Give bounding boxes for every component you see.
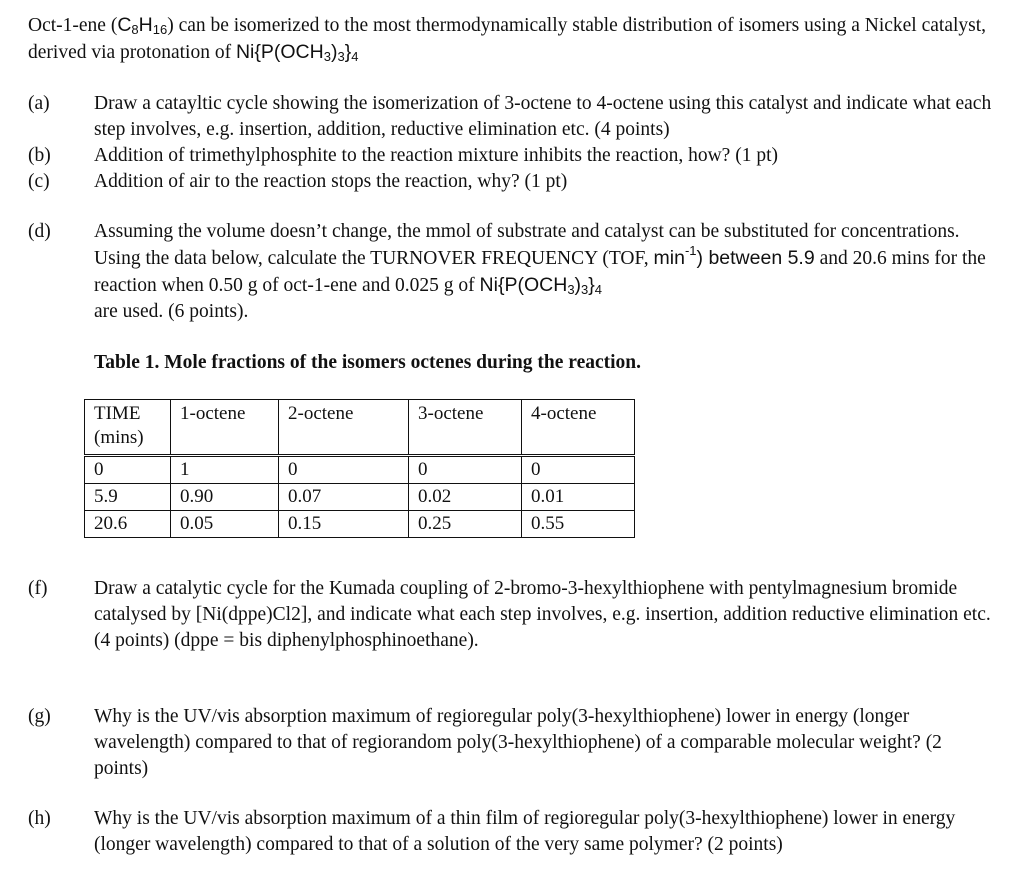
question-f-text: Draw a catalytic cycle for the Kumada coupling of 2-bromo-3-hexylthiophene with pentylmagnesium bromide catalysed by [Ni(dppe)Cl2], and indicate what each step involves, e.g. insertion, addition reductive elimination etc. (4 points) (dppe = bis diphenylphosphinoethane). — [94, 578, 991, 651]
table-cell: 0 — [409, 456, 522, 484]
table-header-row — [85, 400, 635, 456]
intro-text-end: ) can be isomerized to the most thermodynamically stable distribution of isomers using a Nickel catalyst, derived via protonation of — [28, 15, 987, 63]
intro-text-start: Oct-1-ene ( — [28, 15, 118, 36]
table-cell: 0.01 — [522, 484, 635, 511]
tof-unit: $\min^{-1}$) between 5.9 — [653, 243, 815, 269]
table-row — [85, 511, 635, 538]
table-cell: 0.05 — [171, 511, 279, 538]
table-cell: 0.02 — [409, 484, 522, 511]
question-a-label: (a) — [28, 93, 50, 114]
catalyst-formula: $Ni\{P(OCH_3)_3\}_4$ — [235, 41, 359, 64]
header-1-octene: 1-octene — [171, 400, 279, 456]
table-row — [85, 484, 635, 511]
table-row — [85, 456, 635, 484]
question-h-label: (h) — [28, 808, 51, 829]
table-cell: 5.9 — [85, 484, 171, 511]
question-c-label: (c) — [28, 171, 50, 192]
table-cell: 0.90 — [171, 484, 279, 511]
table-cell: 0 — [85, 456, 171, 484]
table-cell: 0.55 — [522, 511, 635, 538]
question-g-label: (g) — [28, 706, 51, 727]
table-title: Table 1. Mole fractions of the isomers octenes during the reaction. — [94, 352, 642, 373]
question-d-text: Assuming the volume doesn’t change, the mmol of substrate and catalyst can be substituted for concentrations. Using the data below, calculate the TURNOVER FREQUENCY (TOF, $\min^{-1}$) between 5.9 and 20.6 mins for the reaction when 0.50 g of oct-1-ene and 0.025 g of $Ni\{P(OCH_3)_3\}_4$ are used. (6 points). — [94, 221, 986, 322]
mole-fraction-table — [84, 399, 635, 538]
intro-paragraph — [28, 12, 1003, 66]
table-cell: 1 — [171, 456, 279, 484]
header-2-octene: 2-octene — [279, 400, 409, 456]
question-d-label: (d) — [28, 221, 51, 242]
catalyst-formula-d: $Ni\{P(OCH_3)_3\}_4$ — [479, 274, 603, 297]
table-cell: 0.25 — [409, 511, 522, 538]
question-b-label: (b) — [28, 145, 51, 166]
question-a-text: Draw a catayltic cycle showing the isomerization of 3-octene to 4-octene using this catalyst and indicate what each step involves, e.g. insertion, addition, reductive elimination etc. (4 points) — [94, 93, 992, 140]
question-f-label: (f) — [28, 578, 48, 599]
table-cell: 0 — [522, 456, 635, 484]
octene-formula: $C_8H_{16}$ — [117, 14, 168, 37]
table-cell: 0 — [279, 456, 409, 484]
question-g-text: Why is the UV/vis absorption maximum of regioregular poly(3-hexylthiophene) lower in energy (longer wavelength) compared to that of regiorandom poly(3-hexylthiophene) of a comparable molecular weight? (2 points) — [94, 706, 942, 779]
header-4-octene: 4-octene — [522, 400, 635, 456]
question-b-text: Addition of trimethylphosphite to the reaction mixture inhibits the reaction, how? (1 pt) — [94, 145, 778, 166]
question-c-text: Addition of air to the reaction stops the reaction, why? (1 pt) — [94, 171, 568, 192]
header-3-octene: 3-octene — [409, 400, 522, 456]
question-h-text: Why is the UV/vis absorption maximum of a thin film of regioregular poly(3-hexylthiophene) lower in energy (longer wavelength) compared to that of a solution of the very same polymer? (2 points) — [94, 808, 956, 855]
table-cell: 0.15 — [279, 511, 409, 538]
header-time: TIME (mins) — [85, 400, 171, 456]
table-cell: 20.6 — [85, 511, 171, 538]
table-cell: 0.07 — [279, 484, 409, 511]
